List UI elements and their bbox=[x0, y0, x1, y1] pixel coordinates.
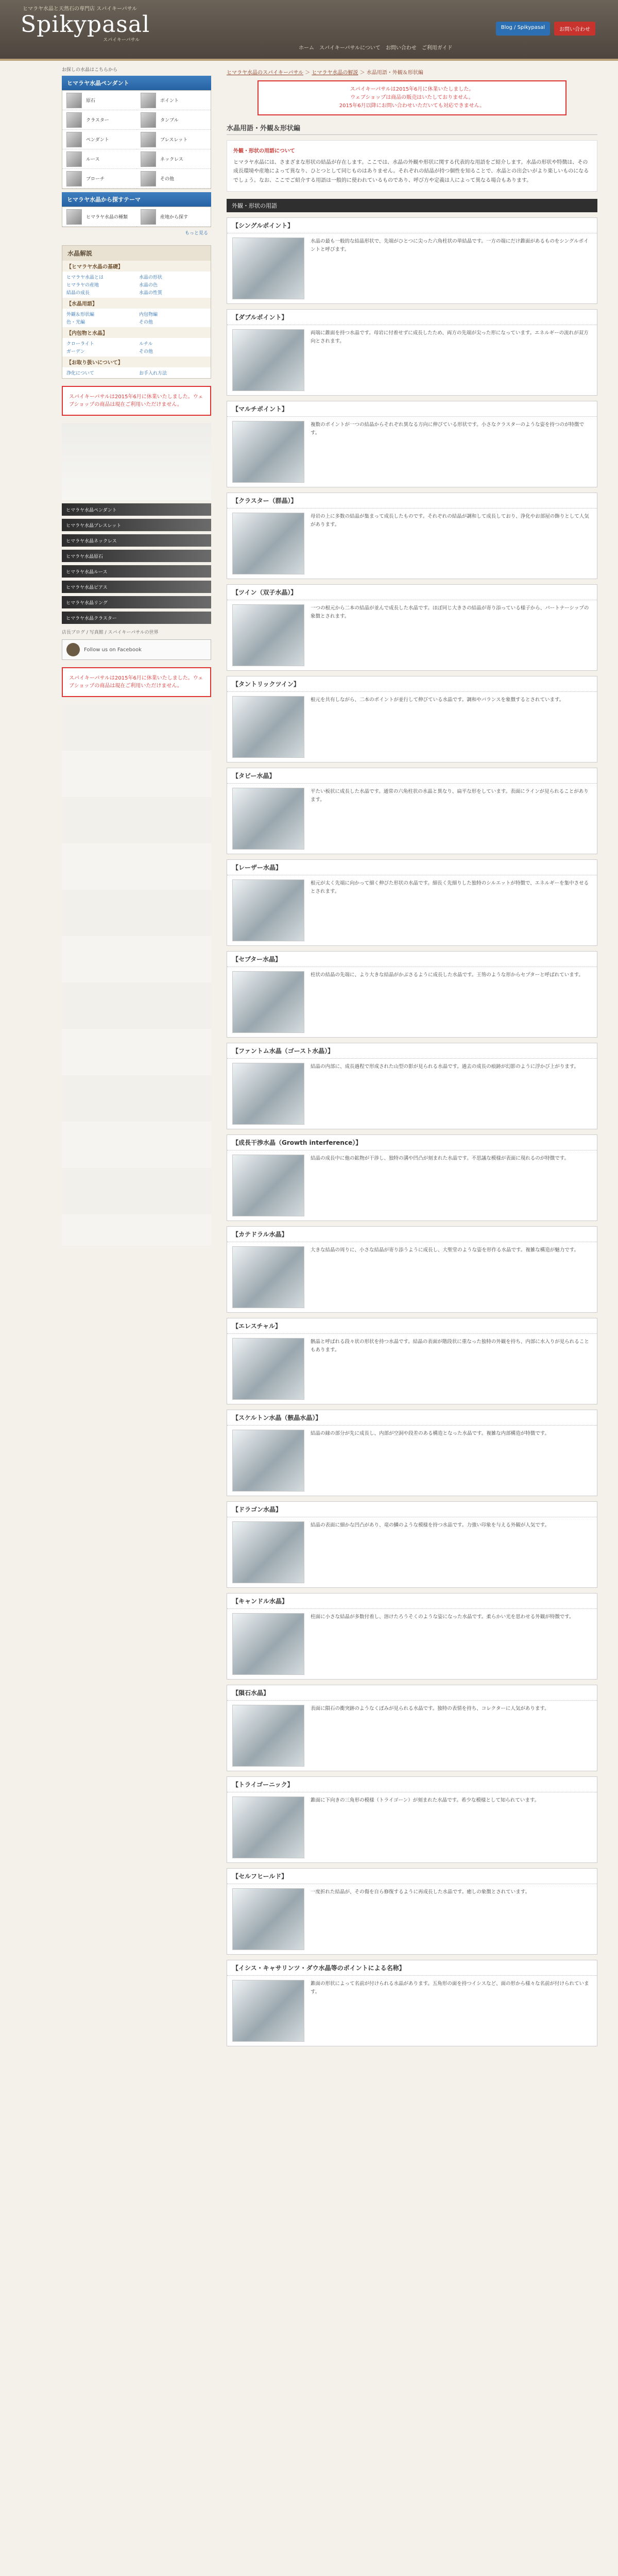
crystal-photo bbox=[232, 1705, 304, 1767]
term-title: 【スケルトン水晶（骸晶水晶）】 bbox=[227, 1410, 597, 1426]
term-card bbox=[227, 859, 597, 946]
thumbnail-image bbox=[141, 93, 156, 108]
term-cards bbox=[227, 217, 597, 2046]
term-body bbox=[227, 1059, 597, 1129]
sidebar-item[interactable] bbox=[136, 91, 211, 110]
term-text: 母岩の上に多数の結晶が集まって成長したものです。それぞれの結晶が調和して成長しており、浄化やお部屋の飾りとして人気があります。 bbox=[311, 514, 589, 528]
term-title: 【セルフヒールド】 bbox=[227, 1869, 597, 1884]
term-card bbox=[227, 1960, 597, 2046]
term-text: 錐面の形状によって名前が付けられる水晶があります。五角形の面を持つイシスなど、面の形から様々な名前が付けられています。 bbox=[311, 1981, 589, 1995]
term-card bbox=[227, 1685, 597, 1771]
sidebar-item-label: タンブル bbox=[160, 118, 179, 123]
term-title: 【シングルポイント】 bbox=[227, 218, 597, 233]
crystal-photo bbox=[232, 1613, 304, 1675]
breadcrumb: ヒマラヤ水晶のスパイキーパサル ＞ ヒマラヤ水晶の解説 ＞ 水晶用語・外観＆形状編 bbox=[227, 70, 423, 76]
nav-guide[interactable]: ご利用ガイド bbox=[421, 45, 453, 51]
guide-link[interactable]: ヒマラヤ水晶とは bbox=[66, 275, 104, 280]
term-text: 骸晶と呼ばれる段々状の形状を持つ水晶です。結晶の表面が階段状に重なった独特の外観を持ち、内部に水入りが見られることもあります。 bbox=[311, 1339, 589, 1353]
thumbnail-image bbox=[66, 112, 82, 128]
crystal-photo bbox=[232, 513, 304, 574]
term-card bbox=[227, 1501, 597, 1588]
accessory-grid bbox=[62, 207, 211, 227]
guide-link[interactable]: 内包物編 bbox=[139, 312, 158, 317]
crystal-photo bbox=[232, 238, 304, 299]
sidebar-item-label: ペンダント bbox=[86, 138, 109, 143]
guide-group-title: 【お取り扱いについて】 bbox=[62, 357, 211, 367]
sidebar-item[interactable] bbox=[136, 130, 211, 149]
logo-sub: スパイキーパサル bbox=[103, 38, 140, 43]
term-body bbox=[227, 1884, 597, 1954]
crystal-photo bbox=[232, 1797, 304, 1858]
thumbnail-image bbox=[141, 171, 156, 187]
sidebar-links[interactable]: 店長ブログ / 写真館 / スパイキーパサルの世界 bbox=[62, 630, 159, 635]
thumbnail-image bbox=[66, 171, 82, 187]
category-banner[interactable]: ヒマラヤ水晶ルース bbox=[62, 565, 211, 578]
thumbnail-image bbox=[66, 132, 82, 147]
term-text: 一度折れた結晶が、その傷を自ら修復するように再成長した水晶です。癒しの象徴とされています。 bbox=[311, 1889, 530, 1895]
term-title: 【トライゴーニック】 bbox=[227, 1777, 597, 1792]
social-label: Follow us on Facebook bbox=[84, 647, 142, 653]
sidebar-item-label: ポイント bbox=[160, 98, 179, 104]
alert-line: 2015年6月以降にお問い合わせいただいても対応できません。 bbox=[339, 103, 485, 109]
term-text: 結晶の成長中に他の鉱物が干渉し、独特の溝や凹凸が刻まれた水晶です。不思議な模様が表面に現れるのが特徴です。 bbox=[311, 1156, 569, 1161]
term-title: 【タビー水晶】 bbox=[227, 768, 597, 784]
term-card bbox=[227, 951, 597, 1038]
guide-link[interactable]: 浄化について bbox=[66, 371, 94, 376]
term-body bbox=[227, 692, 597, 762]
header-buttons bbox=[496, 22, 595, 36]
term-text: 結晶の内部に、成長過程で形成された山型の影が見られる水晶です。過去の成長の痕跡が幻影のように浮かび上がります。 bbox=[311, 1064, 579, 1070]
guide-link[interactable]: 水晶の色 bbox=[139, 283, 158, 288]
term-card bbox=[227, 1043, 597, 1129]
term-body bbox=[227, 1334, 597, 1404]
pendant-grid bbox=[62, 90, 211, 189]
term-card bbox=[227, 1318, 597, 1404]
sidebar-item[interactable] bbox=[136, 169, 211, 189]
term-title: 【レーザー水晶】 bbox=[227, 860, 597, 875]
faded-sidebar-content bbox=[62, 704, 211, 1245]
guide-section bbox=[62, 245, 211, 379]
term-text: 複数のポイントが一つの結晶からそれぞれ異なる方向に伸びている形状です。小さなクラスターのような姿を持つのが特徴です。 bbox=[311, 422, 584, 436]
term-card bbox=[227, 768, 597, 854]
term-title: 【マルチポイント】 bbox=[227, 401, 597, 417]
crystal-photo bbox=[232, 1063, 304, 1125]
guide-links bbox=[62, 338, 211, 357]
main-content bbox=[227, 76, 597, 2046]
guide-link[interactable]: 色・光編 bbox=[66, 320, 85, 325]
term-text: 一つの根元から二本の結晶が並んで成長した水晶です。ほぼ同じ大きさの結晶が寄り添っている様子から、パートナーシップの象徴とされます。 bbox=[311, 605, 589, 620]
thumbnail-image bbox=[141, 209, 156, 225]
crystal-photo bbox=[232, 788, 304, 850]
faded-promo bbox=[62, 423, 211, 500]
category-banner[interactable]: ヒマラヤ水晶ペンダント bbox=[62, 503, 211, 516]
site-header bbox=[0, 0, 618, 61]
term-title: 【エレスチャル】 bbox=[227, 1318, 597, 1334]
sidebar-intro: お探しの水晶はこちらから bbox=[62, 67, 118, 73]
term-title: 【ダブルポイント】 bbox=[227, 310, 597, 325]
term-card bbox=[227, 1134, 597, 1221]
guide-group-title: 【ヒマラヤ水晶の基礎】 bbox=[62, 261, 211, 272]
intro-box bbox=[227, 140, 597, 192]
pendant-head: ヒマラヤ水晶ペンダント bbox=[62, 76, 211, 90]
category-banner[interactable]: ヒマラヤ水晶クラスター bbox=[62, 612, 211, 624]
term-body bbox=[227, 967, 597, 1037]
term-text: 錐面に下向きの三角形の模様（トライゴーン）が刻まれた水晶です。希少な模様として知られています。 bbox=[311, 1798, 540, 1803]
header-nav bbox=[299, 43, 453, 51]
sidebar-item-label: ブローチ bbox=[86, 177, 105, 182]
closure-notice-2: スパイキーパサルは2015年6月に休業いたしました。ウェブショップの商品は現在ご利用いただけません。 bbox=[62, 667, 211, 697]
category-banner[interactable]: ヒマラヤ水晶ブレスレット bbox=[62, 519, 211, 531]
term-text: 柱状の結晶の先端に、より大きな結晶がかぶさるように成長した水晶です。王笏のような形からセプターと呼ばれています。 bbox=[311, 972, 583, 978]
alert-line: スパイキーパサルは2015年6月に休業いたしました。 bbox=[350, 87, 474, 92]
term-body bbox=[227, 509, 597, 579]
sidebar-item[interactable] bbox=[62, 91, 136, 110]
crystal-photo bbox=[232, 879, 304, 941]
term-body bbox=[227, 233, 597, 303]
term-body bbox=[227, 1701, 597, 1771]
term-text: 水晶の最も一般的な結晶形状で、先端がひとつに尖った六角柱状の単結晶です。一方の端にだけ錐面があるものをシングルポイントと呼びます。 bbox=[311, 239, 589, 253]
sidebar bbox=[62, 66, 211, 1245]
term-card bbox=[227, 1868, 597, 1955]
thumbnail-image bbox=[66, 151, 82, 167]
guide-links bbox=[62, 367, 211, 378]
term-card bbox=[227, 1410, 597, 1496]
guide-link[interactable]: クローライト bbox=[66, 342, 94, 347]
crystal-photo bbox=[232, 604, 304, 666]
crystal-photo bbox=[232, 1888, 304, 1950]
sidebar-item[interactable] bbox=[62, 110, 136, 130]
blog-button[interactable]: Blog / Spikypasal bbox=[496, 22, 550, 36]
crystal-photo bbox=[232, 696, 304, 758]
guide-head: 水晶解説 bbox=[62, 246, 211, 261]
logo-tagline: ヒマラヤ水晶と天然石の専門店 スパイキーパサル bbox=[23, 6, 138, 12]
crystal-photo bbox=[232, 1155, 304, 1216]
term-body bbox=[227, 1792, 597, 1862]
sidebar-item-label: ルース bbox=[86, 157, 100, 162]
accessory-head: ヒマラヤ水晶から探すテーマ bbox=[62, 192, 211, 207]
term-body bbox=[227, 784, 597, 854]
sidebar-item[interactable] bbox=[62, 149, 136, 169]
crystal-photo bbox=[232, 1246, 304, 1308]
crystal-photo bbox=[232, 1430, 304, 1492]
term-text: 平たい板状に成長した水晶です。通常の六角柱状の水晶と異なり、扁平な形をしています。表面にラインが見られることがあります。 bbox=[311, 789, 589, 803]
term-body bbox=[227, 1242, 597, 1312]
term-body bbox=[227, 1609, 597, 1679]
crystal-photo bbox=[232, 1521, 304, 1583]
breadcrumb-guide[interactable]: ヒマラヤ水晶の解説 bbox=[312, 70, 358, 76]
page-title: 水晶用語・外観＆形状編 bbox=[227, 123, 597, 135]
term-text: 表面に隕石の衝突跡のようなくぼみが見られる水晶です。独特の表情を持ち、コレクターに人気があります。 bbox=[311, 1706, 550, 1711]
sidebar-item-label: ネックレス bbox=[160, 157, 183, 162]
guide-link[interactable]: ルチル bbox=[139, 342, 153, 347]
term-card bbox=[227, 1776, 597, 1863]
term-body bbox=[227, 875, 597, 945]
term-title: 【クラスター（群晶）】 bbox=[227, 493, 597, 509]
nav-home[interactable]: ホーム bbox=[299, 45, 314, 51]
closure-notice: スパイキーパサルは2015年6月に休業いたしました。ウェブショップの商品は現在ご利用いただけません。 bbox=[62, 386, 211, 416]
guide-links bbox=[62, 272, 211, 298]
term-card bbox=[227, 309, 597, 396]
term-title: 【イシス・キャサリンツ・ダウ水晶等のポイントによる名称】 bbox=[227, 1960, 597, 1976]
term-title: 【隕石水晶】 bbox=[227, 1685, 597, 1701]
thumbnail-image bbox=[66, 209, 82, 225]
guide-link[interactable]: 結晶の成長 bbox=[66, 291, 90, 296]
section-bar: 外観・形状の用語 bbox=[227, 199, 597, 212]
category-banner[interactable]: ヒマラヤ水晶ピアス bbox=[62, 581, 211, 593]
sidebar-item-label: ブレスレット bbox=[160, 138, 188, 143]
term-text: 根元を共有しながら、二本のポイントが並行して伸びている水晶です。調和やバランスを象徴するとされています。 bbox=[311, 697, 564, 703]
sidebar-item[interactable] bbox=[62, 130, 136, 149]
nav-contact[interactable]: お問い合わせ bbox=[385, 45, 417, 51]
term-title: 【ファントム水晶（ゴースト水晶）】 bbox=[227, 1043, 597, 1059]
thumbnail-image bbox=[141, 132, 156, 147]
guide-links bbox=[62, 309, 211, 327]
guide-link[interactable]: その他 bbox=[139, 349, 153, 354]
sidebar-item[interactable] bbox=[136, 110, 211, 130]
crystal-photo bbox=[232, 971, 304, 1033]
term-body bbox=[227, 1426, 597, 1496]
facebook-icon bbox=[66, 643, 80, 656]
term-text: 根元が太く先端に向かって細く伸びた形状の水晶です。細長く先細りした独特のシルエットが特徴で、エネルギーを集中させるとされます。 bbox=[311, 880, 589, 895]
term-text: 大きな結晶の周りに、小さな結晶が寄り添うように成長し、大聖堂のような姿を形作る水晶です。複雑な構造が魅力です。 bbox=[311, 1247, 579, 1253]
thumbnail-image bbox=[66, 93, 82, 108]
crystal-photo bbox=[232, 1980, 304, 2042]
contact-button[interactable]: お問い合わせ bbox=[554, 22, 595, 36]
intro-lead: 外観・形状の用語について bbox=[233, 148, 295, 154]
term-title: 【ドラゴン水晶】 bbox=[227, 1502, 597, 1517]
nav-about[interactable]: スパイキーパサルについて bbox=[319, 45, 381, 51]
term-text: 結晶の縁の部分が先に成長し、内部が空洞や段差のある構造となった水晶です。複雑な内部構造が特徴です。 bbox=[311, 1431, 550, 1436]
sidebar-item-label: ヒマラヤ水晶の種類 bbox=[86, 215, 128, 220]
category-banner[interactable]: ヒマラヤ水晶リング bbox=[62, 596, 211, 608]
breadcrumb-current: 水晶用語・外観＆形状編 bbox=[366, 70, 423, 76]
term-body bbox=[227, 417, 597, 487]
intro-text: ヒマラヤ水晶には、さまざまな形状の結晶が存在します。ここでは、水晶の外観や形状に関する代表的な用語をご紹介します。水晶の形状や特徴は、その成長環境や産地によって異なり、ひとつとして同じものはありません。それぞれの結晶が持つ個性を知ることで、水晶との出会いがより楽しいものになるでしょう。なお、ここでご紹介する用語は一般的に使われているものであり、呼び方や定義は人によって異なる場合もあります。 bbox=[233, 159, 589, 183]
sidebar-item-label: 原石 bbox=[86, 98, 96, 104]
sidebar-item[interactable] bbox=[136, 207, 211, 227]
term-body bbox=[227, 1517, 597, 1587]
guide-link[interactable]: 水晶の形状 bbox=[139, 275, 163, 280]
thumbnail-image bbox=[141, 151, 156, 167]
term-title: 【成長干渉水晶（Growth interference）】 bbox=[227, 1135, 597, 1150]
breadcrumb-home[interactable]: ヒマラヤ水晶のスパイキーパサル bbox=[227, 70, 303, 76]
alert-line: ウェブショップは商品の販売はいたしておりません。 bbox=[350, 95, 474, 100]
sidebar-item-label: その他 bbox=[160, 177, 175, 182]
guide-link[interactable]: 外観＆形状編 bbox=[66, 312, 95, 317]
term-title: 【セプター水晶】 bbox=[227, 952, 597, 967]
term-body bbox=[227, 600, 597, 670]
crystal-photo bbox=[232, 329, 304, 391]
term-card bbox=[227, 493, 597, 579]
term-card bbox=[227, 401, 597, 487]
site-logo[interactable]: Spikypasal bbox=[21, 11, 150, 38]
social-follow[interactable] bbox=[62, 639, 211, 660]
guide-link[interactable]: ガーデン bbox=[66, 349, 85, 354]
term-text: 結晶の表面に細かな凹凸があり、竜の鱗のような模様を持つ水晶です。力強い印象を与える外観が人気です。 bbox=[311, 1522, 550, 1528]
guide-link[interactable]: ヒマラヤの産地 bbox=[66, 283, 99, 288]
category-banner[interactable]: ヒマラヤ水晶原石 bbox=[62, 550, 211, 562]
term-body bbox=[227, 1976, 597, 2046]
closure-alert bbox=[258, 80, 566, 115]
term-card bbox=[227, 584, 597, 671]
guide-link[interactable]: 水晶の性質 bbox=[139, 291, 163, 296]
crystal-photo bbox=[232, 1338, 304, 1400]
term-title: 【カテドラル水晶】 bbox=[227, 1227, 597, 1242]
thumbnail-image bbox=[141, 112, 156, 128]
category-banner[interactable]: ヒマラヤ水晶ネックレス bbox=[62, 534, 211, 547]
term-body bbox=[227, 325, 597, 395]
guide-link[interactable]: お手入れ方法 bbox=[139, 371, 167, 376]
term-title: 【タントリックツイン】 bbox=[227, 676, 597, 692]
guide-link[interactable]: その他 bbox=[139, 320, 153, 325]
term-title: 【キャンドル水晶】 bbox=[227, 1594, 597, 1609]
term-card bbox=[227, 1226, 597, 1313]
term-title: 【ツイン（双子水晶）】 bbox=[227, 585, 597, 600]
crystal-photo bbox=[232, 421, 304, 483]
term-card bbox=[227, 1593, 597, 1680]
sidebar-item-label: クラスター bbox=[86, 118, 109, 123]
guide-group-title: 【水晶用語】 bbox=[62, 298, 211, 309]
guide-group-title: 【内包物と水晶】 bbox=[62, 327, 211, 338]
term-text: 両端に錐面を持つ水晶です。母岩に付着せずに成長したため、両方の先端が尖った形になっています。エネルギーの流れが双方向とされます。 bbox=[311, 330, 589, 345]
term-text: 柱面に小さな結晶が多数付着し、溶けたろうそくのような姿になった水晶です。柔らかい光を思わせる外観が特徴です。 bbox=[311, 1614, 574, 1620]
sidebar-item[interactable] bbox=[62, 207, 136, 227]
more-link[interactable]: もっと見る bbox=[184, 231, 208, 236]
term-card bbox=[227, 676, 597, 762]
sidebar-item-label: 産地から探す bbox=[160, 215, 188, 220]
sidebar-item[interactable] bbox=[136, 149, 211, 169]
term-body bbox=[227, 1150, 597, 1221]
sidebar-item[interactable] bbox=[62, 169, 136, 189]
term-card bbox=[227, 217, 597, 304]
